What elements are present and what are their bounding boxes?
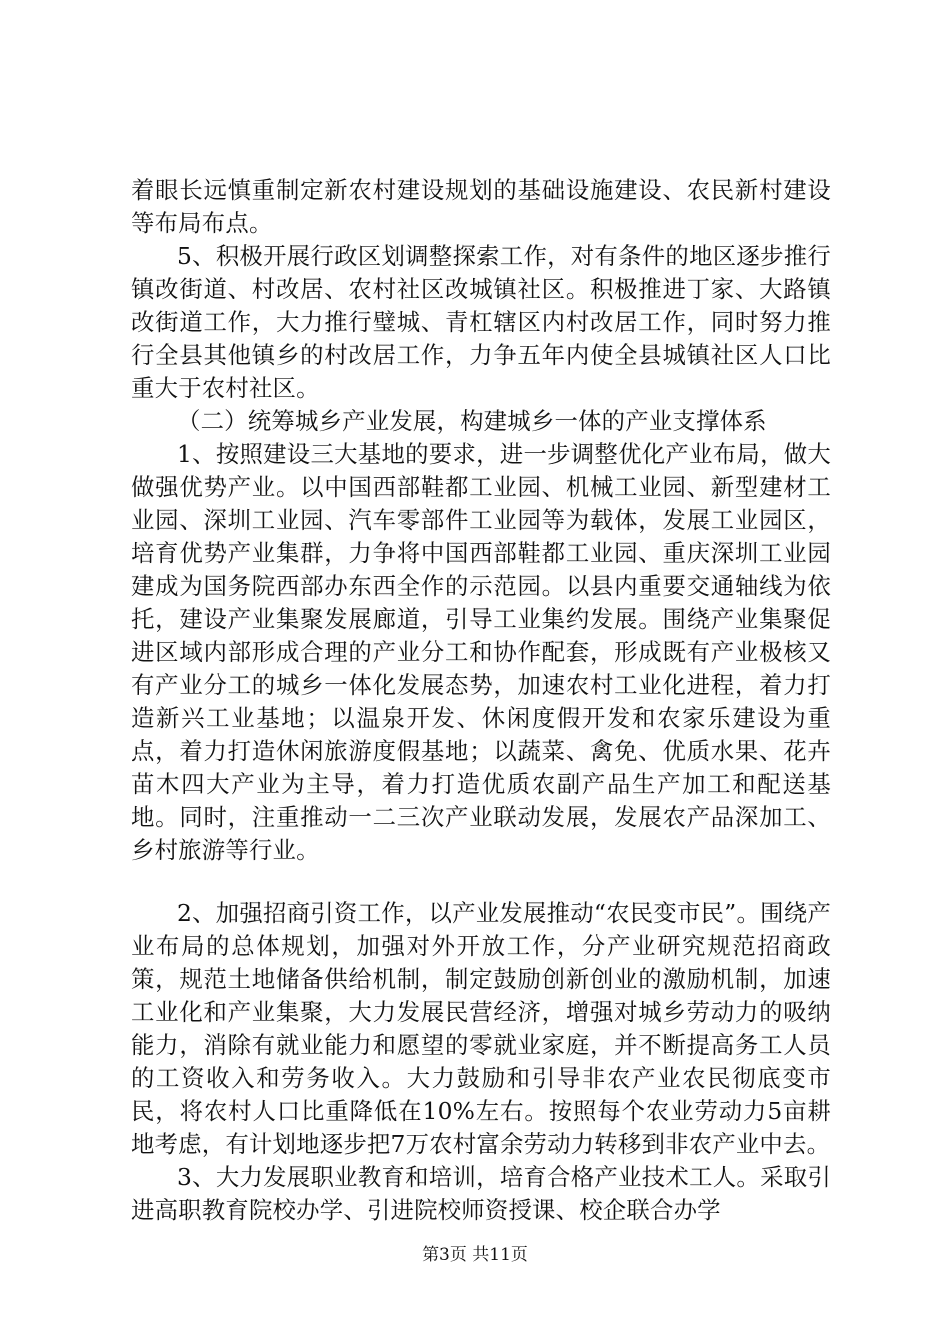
paragraph-item-5: 5、积极开展行政区划调整探索工作，对有条件的地区逐步推行镇改街道、村改居、农村社区改城镇社区。积极推进丁家、大路镇改街道工作，大力推行璧城、青杠辖区内村改居工作，同时努力推行全县其他镇乡的村改居工作，力争五年内使全县城镇社区人口比重大于农村社区。: [131, 242, 831, 402]
page-footer: 第3页 共11页: [422, 1245, 528, 1265]
paragraph-item-1: 1、按照建设三大基地的要求，进一步调整优化产业布局，做大做强优势产业。以中国西部鞋都工业园、机械工业园、新型建材工业园、深圳工业园、汽车零部件工业园等为载体，发展工业园区，培育优势产业集群，力争将中国西部鞋都工业园、重庆深圳工业园建成为国务院西部办东西全作的示范园。以县内重要交通轴线为依托，建设产业集聚发展廊道，引导工业集约发展。围绕产业集聚促进区域内部形成合理的产业分工和协作配套，形成既有产业极核又有产业分工的城乡一体化发展态势，加速农村工业化进程，着力打造新兴工业基地；以温泉开发、休闲度假开发和农家乐建设为重点，着力打造休闲旅游度假基地；以蔬菜、禽免、优质水果、花卉苗木四大产业为主导，着力打造优质农副产品生产加工和配送基地。同时，注重推动一二三次产业联动发展，发展农产品深加工、乡村旅游等行业。: [131, 440, 831, 864]
section-heading-2: （二）统筹城乡产业发展，构建城乡一体的产业支撑体系: [177, 407, 767, 435]
document-body: [131, 174, 831, 1227]
paragraph-continuation: 着眼长远慎重制定新农村建设规划的基础设施建设、农民新村建设等布局布点。: [131, 176, 831, 237]
paragraph-item-2: 2、加强招商引资工作，以产业发展推动“农民变市民”。围绕产业布局的总体规划，加强对外开放工作，分产业研究规范招商政策，规范土地储备供给机制，制定鼓励创新创业的激励机制，加速工业化和产业集聚，大力发展民营经济，增强对城乡劳动力的吸纳能力，消除有就业能力和愿望的零就业家庭，并不断提高务工人员的工资收入和劳务收入。大力鼓励和引导非农产业农民彻底变市民，将农村人口比重降低在10%左右。按照每个农业劳动力5亩耕地考虑，有计划地逐步把7万农村富余劳动力转移到非农产业中去。: [131, 899, 831, 1158]
paragraph-item-3: 3、大力发展职业教育和培训，培育合格产业技术工人。采取引进高职教育院校办学、引进院校师资授课、校企联合办学: [131, 1163, 831, 1224]
